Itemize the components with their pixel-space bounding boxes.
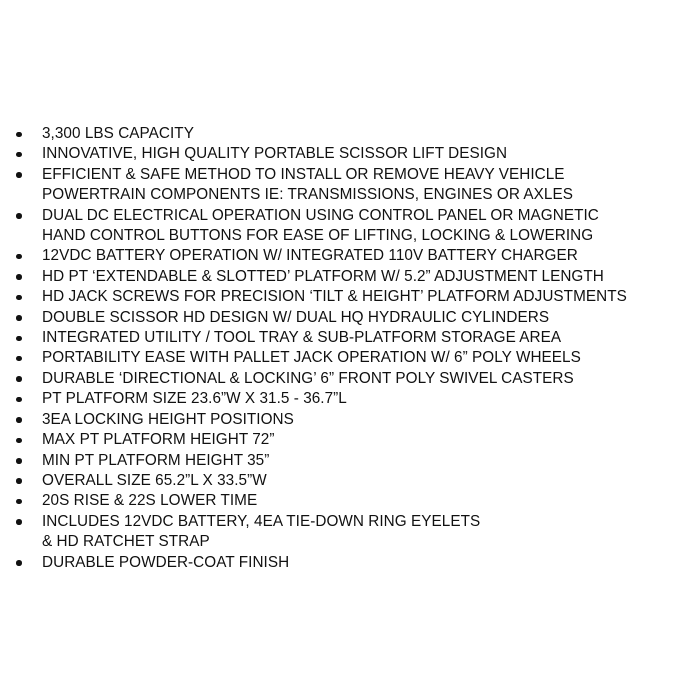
bullet-icon (16, 560, 22, 566)
bullet-icon (16, 152, 22, 158)
spec-item (14, 471, 694, 491)
bullet-icon (16, 336, 22, 342)
spec-text-line: INCLUDES 12VDC BATTERY, 4EA TIE-DOWN RING EYELETS (42, 512, 481, 530)
spec-text-line: PT PLATFORM SIZE 23.6”W X 31.5 - 36.7”L (42, 390, 347, 408)
spec-text-line: 12VDC BATTERY OPERATION W/ INTEGRATED 110V BATTERY CHARGER (42, 247, 578, 265)
bullet-icon (16, 172, 22, 178)
spec-item (14, 267, 694, 287)
bullet-icon (16, 356, 22, 362)
spec-item (14, 124, 694, 144)
spec-text-line: PORTABILITY EASE WITH PALLET JACK OPERATION W/ 6” POLY WHEELS (42, 349, 581, 367)
spec-item (14, 491, 694, 511)
bullet-icon (16, 458, 22, 464)
spec-item (14, 287, 694, 307)
bullet-icon (16, 438, 22, 444)
spec-item (14, 308, 694, 328)
spec-text-line: 3EA LOCKING HEIGHT POSITIONS (42, 410, 294, 428)
bullet-icon (16, 519, 22, 525)
spec-item (14, 512, 694, 553)
spec-item (14, 451, 694, 471)
spec-text-line: EFFICIENT & SAFE METHOD TO INSTALL OR REMOVE HEAVY VEHICLE (42, 165, 565, 183)
spec-text-line: HAND CONTROL BUTTONS FOR EASE OF LIFTING, LOCKING & LOWERING (42, 227, 594, 245)
spec-text-line: DUAL DC ELECTRICAL OPERATION USING CONTROL PANEL OR MAGNETIC (42, 206, 599, 224)
spec-text-line: 20S RISE & 22S LOWER TIME (42, 492, 258, 510)
spec-text-line: MAX PT PLATFORM HEIGHT 72” (42, 431, 275, 449)
spec-text-line: HD PT ‘EXTENDABLE & SLOTTED’ PLATFORM W/ 5.2” ADJUSTMENT LENGTH (42, 267, 604, 285)
spec-text-line: INNOVATIVE, HIGH QUALITY PORTABLE SCISSOR LIFT DESIGN (42, 145, 508, 163)
spec-text-line: MIN PT PLATFORM HEIGHT 35” (42, 451, 270, 469)
bullet-icon (16, 478, 22, 484)
spec-list (14, 124, 694, 573)
spec-text-line: DURABLE POWDER-COAT FINISH (42, 553, 290, 571)
spec-item (14, 165, 694, 206)
bullet-icon (16, 295, 22, 301)
spec-item (14, 430, 694, 450)
bullet-icon (16, 132, 22, 138)
spec-item (14, 246, 694, 266)
spec-text-line: DURABLE ‘DIRECTIONAL & LOCKING’ 6” FRONT POLY SWIVEL CASTERS (42, 369, 574, 387)
spec-text-line: 3,300 LBS CAPACITY (42, 125, 194, 142)
spec-item (14, 348, 694, 368)
bullet-icon (16, 417, 22, 423)
bullet-icon (16, 499, 22, 505)
spec-text-line: DOUBLE SCISSOR HD DESIGN W/ DUAL HQ HYDRAULIC CYLINDERS (42, 308, 550, 326)
spec-text-line: OVERALL SIZE 65.2”L X 33.5”W (42, 471, 267, 489)
bullet-icon (16, 315, 22, 321)
spec-item (14, 144, 694, 164)
spec-item (14, 389, 694, 409)
spec-item (14, 206, 694, 247)
bullet-icon (16, 213, 22, 219)
bullet-icon (16, 376, 22, 382)
bullet-icon (16, 397, 22, 403)
spec-text-line: INTEGRATED UTILITY / TOOL TRAY & SUB-PLATFORM STORAGE AREA (42, 329, 562, 347)
spec-item (14, 410, 694, 430)
spec-item (14, 328, 694, 348)
spec-item (14, 369, 694, 389)
bullet-icon (16, 274, 22, 280)
bullet-icon (16, 254, 22, 260)
spec-text-line: & HD RATCHET STRAP (42, 533, 210, 551)
spec-text-line: HD JACK SCREWS FOR PRECISION ‘TILT & HEIGHT’ PLATFORM ADJUSTMENTS (42, 288, 627, 306)
spec-item (14, 553, 694, 573)
spec-text-line: POWERTRAIN COMPONENTS IE: TRANSMISSIONS, ENGINES OR AXLES (42, 186, 573, 204)
